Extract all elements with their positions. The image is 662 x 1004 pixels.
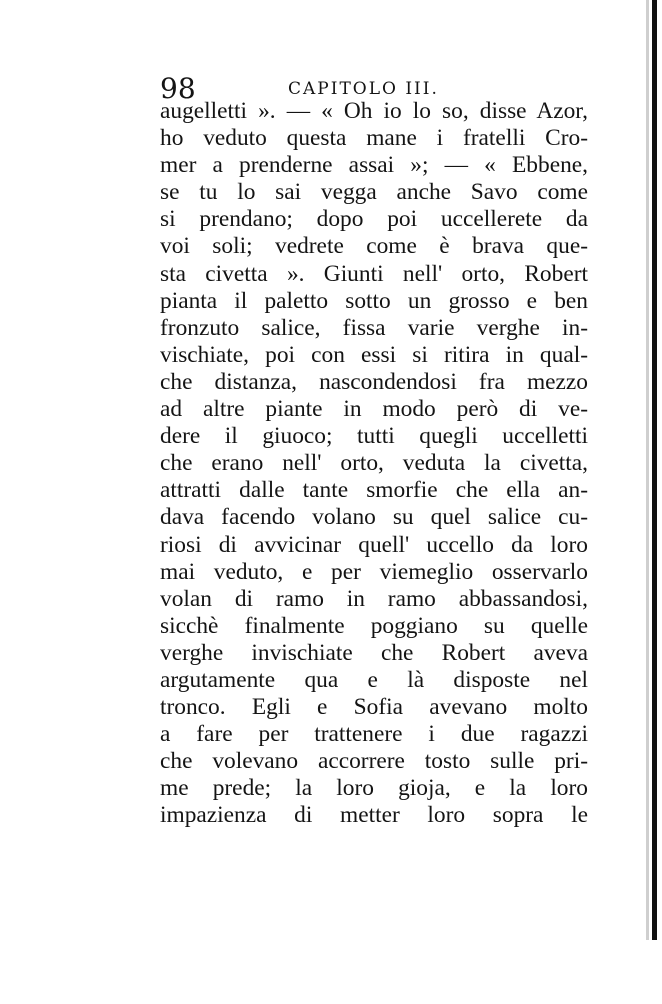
text-line: me prede; la loro gioja, e la loro xyxy=(160,775,588,802)
text-line: ad altre piante in modo però di ve- xyxy=(160,396,588,423)
text-line: sicchè finalmente poggiano su quelle xyxy=(160,612,588,639)
text-line: fronzuto salice, fissa varie verghe in- xyxy=(160,314,588,341)
text-line: tronco. Egli e Sofia avevano molto xyxy=(160,694,588,721)
text-line: dava facendo volano su quel salice cu- xyxy=(160,504,588,531)
running-head: CAPITOLO III. xyxy=(288,79,439,99)
text-line: verghe invischiate che Robert aveva xyxy=(160,639,588,666)
text-line: voi soli; vedrete come è brava que- xyxy=(160,233,588,260)
text-line: sta civetta ». Giunti nell' orto, Robert xyxy=(160,260,588,287)
text-line: ho veduto questa mane i fratelli Cro- xyxy=(160,125,588,152)
page-edge xyxy=(652,0,657,940)
text-line: volan di ramo in ramo abbassandosi, xyxy=(160,585,588,612)
text-line: dere il giuoco; tutti quegli uccelletti xyxy=(160,423,588,450)
body-text xyxy=(160,98,588,830)
text-line: che erano nell' orto, veduta la civetta, xyxy=(160,450,588,477)
text-line: riosi di avvicinar quell' uccello da loro xyxy=(160,531,588,558)
text-line: a fare per trattenere i due ragazzi xyxy=(160,721,588,748)
text-line: vischiate, poi con essi si ritira in qual- xyxy=(160,341,588,368)
text-line: che volevano accorrere tosto sulle pri- xyxy=(160,748,588,775)
text-line: se tu lo sai vegga anche Savo come xyxy=(160,179,588,206)
text-line: attratti dalle tante smorfie che ella an- xyxy=(160,477,588,504)
text-line: impazienza di metter loro sopra le xyxy=(160,802,588,829)
text-line: argutamente qua e là disposte nel xyxy=(160,666,588,693)
text-line: che distanza, nascondendosi fra mezzo xyxy=(160,368,588,395)
page-edge-shadow xyxy=(646,0,649,940)
text-line: mer a prenderne assai »; — « Ebbene, xyxy=(160,152,588,179)
text-line: pianta il paletto sotto un grosso e ben xyxy=(160,287,588,314)
text-line: mai veduto, e per viemeglio osservarlo xyxy=(160,558,588,585)
text-line: augelletti ». — « Oh io lo so, disse Azor, xyxy=(160,98,588,124)
text-line: si prendano; dopo poi uccellerete da xyxy=(160,206,588,233)
page-number: 98 xyxy=(160,72,196,105)
